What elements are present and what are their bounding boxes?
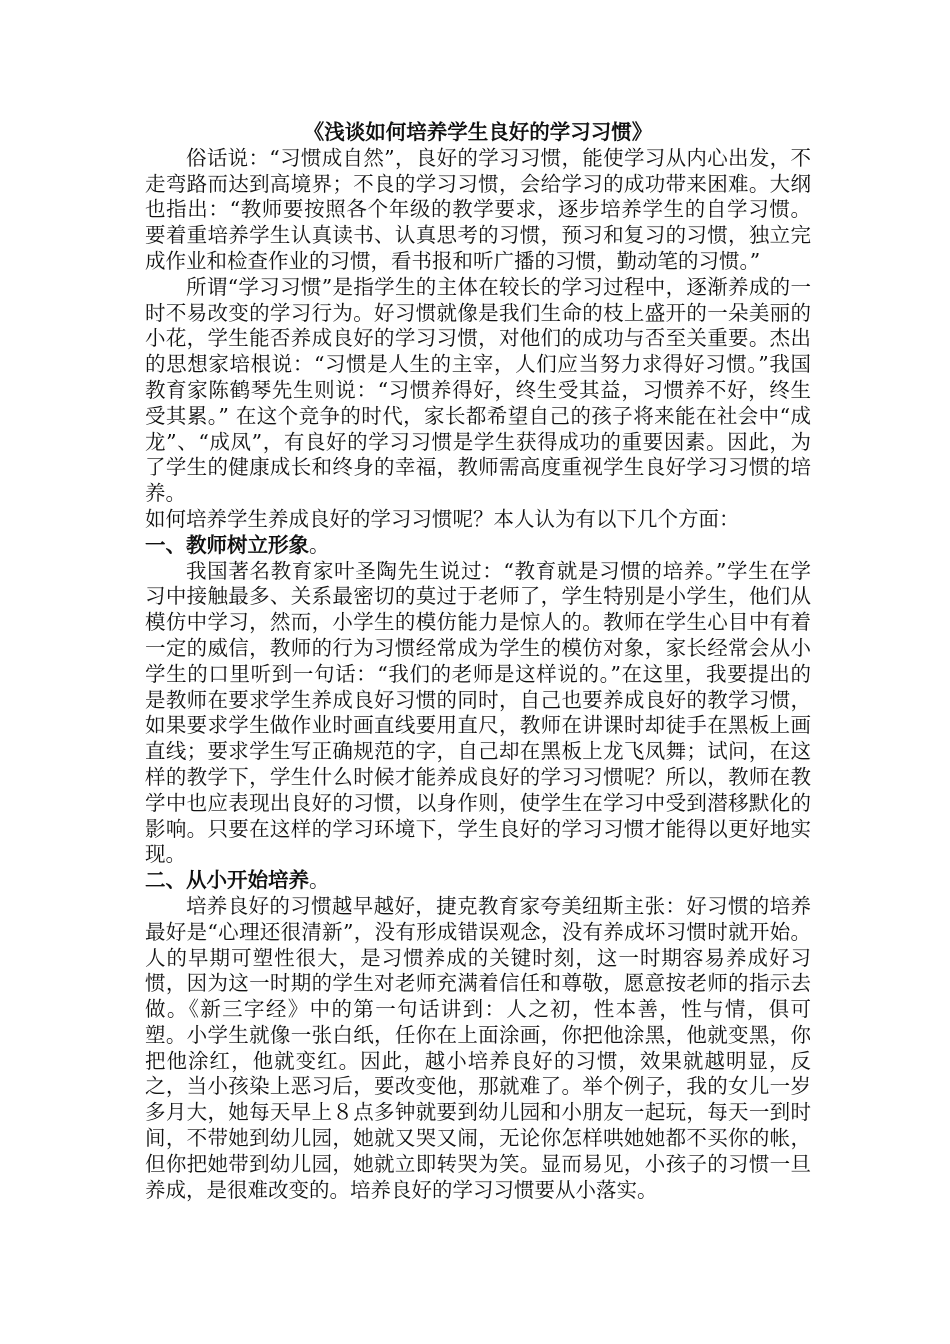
section-heading-1-text: 一、教师树立形象 xyxy=(145,532,309,557)
section-heading-1-end: 。 xyxy=(309,532,330,557)
document-title: 《浅谈如何培养学生良好的学习习惯》 xyxy=(303,120,653,144)
intro-question: 如何培养学生养成良好的学习习惯呢？本人认为有以下几个方面： xyxy=(145,506,740,531)
section-heading-2-end: 。 xyxy=(309,868,330,893)
section-heading-1 xyxy=(145,533,811,559)
section-paragraph-2: 培养良好的习惯越早越好，捷克教育家夸美纽斯主张：好习惯的培养最好是“心理还很清新”，没有形成错误观念，没有养成坏习惯时就开始。人的早期可塑性很大，是习惯养成的关键时刻，这一时期容易养成好习惯，因为这一时期的学生对老师充满着信任和尊敬，愿意按老师的指示去做。《新三字经》中的第一句话讲到：人之初，性本善，性与情，俱可塑。小学生就像一张白纸，任你在上面涂画，你把他涂黑，他就变黑，你把他涂红，他就变红。因此，越小培养良好的习惯，效果就越明显，反之，当小孩染上恶习后，要改变他，那就难了。举个例子，我的女儿一岁多月大，她每天早上８点多钟就要到幼儿园和小朋友一起玩，每天一到时间，不带她到幼儿园，她就又哭又闹，无论你怎样哄她她都不买你的帐，但你把她带到幼儿园，她就立即转哭为笑。显而易见，小孩子的习惯一旦养成，是很难改变的。培养良好的学习习惯要从小落实。 xyxy=(145,893,811,1202)
section-paragraph-1: 我国著名教育家叶圣陶先生说过：“教育就是习惯的培养。”学生在学习中接触最多、关系最密切的莫过于老师了，学生特别是小学生，他们从模仿中学习，然而，小学生的模仿能力是惊人的。教师在学生心目中有着一定的威信，教师的行为习惯经常成为学生的模仿对象，家长经常会从小学生的口里听到一句话：“我们的老师是这样说的。”在这里，我要提出的是教师在要求学生养成良好习惯的同时，自己也要养成良好的教学习惯，如果要求学生做作业时画直线要用直尺，教师在讲课时却徒手在黑板上画直线；要求学生写正确规范的字，自己却在黑板上龙飞凤舞；试问，在这样的教学下，学生什么时候才能养成良好的学习习惯呢？所以，教师在教学中也应表现出良好的习惯，以身作则，使学生在学习中受到潜移默化的影响。只要在这样的学习环境下，学生良好的学习习惯才能得以更好地实现。 xyxy=(145,558,811,867)
document-page xyxy=(145,120,811,1203)
section-heading-2 xyxy=(145,868,811,894)
body-paragraph-2: 所谓“学习习惯”是指学生的主体在较长的学习过程中，逐渐养成的一时不易改变的学习行为。好习惯就像是我们生命的枝上盛开的一朵美丽的小花，学生能否养成良好的学习习惯，对他们的成功与否至关重要。杰出的思想家培根说：“习惯是人生的主宰，人们应当努力求得好习惯。”我国教育家陈鹤琴先生则说：“习惯养得好，终生受其益，习惯养不好，终生受其累。” 在这个竞争的时代，家长都希望自己的孩子将来能在社会中“成龙”、“成凤”，有良好的学习习惯是学生获得成功的重要因素。因此，为了学生的健康成长和终身的幸福，教师需高度重视学生良好学习习惯的培养。 xyxy=(145,274,811,506)
section-heading-2-text: 二、从小开始培养 xyxy=(145,868,309,893)
body-paragraph-1: 俗话说：“习惯成自然”，良好的学习习惯，能使学习从内心出发，不走弯路而达到高境界；不良的学习习惯，会给学习的成功带来困难。大纲也指出：“教师要按照各个年级的教学要求，逐步培养学生的自学习惯。要着重培养学生认真读书、认真思考的习惯，预习和复习的习惯，独立完成作业和检查作业的习惯，看书报和听广播的习惯，勤动笔的习惯。” xyxy=(145,145,811,273)
